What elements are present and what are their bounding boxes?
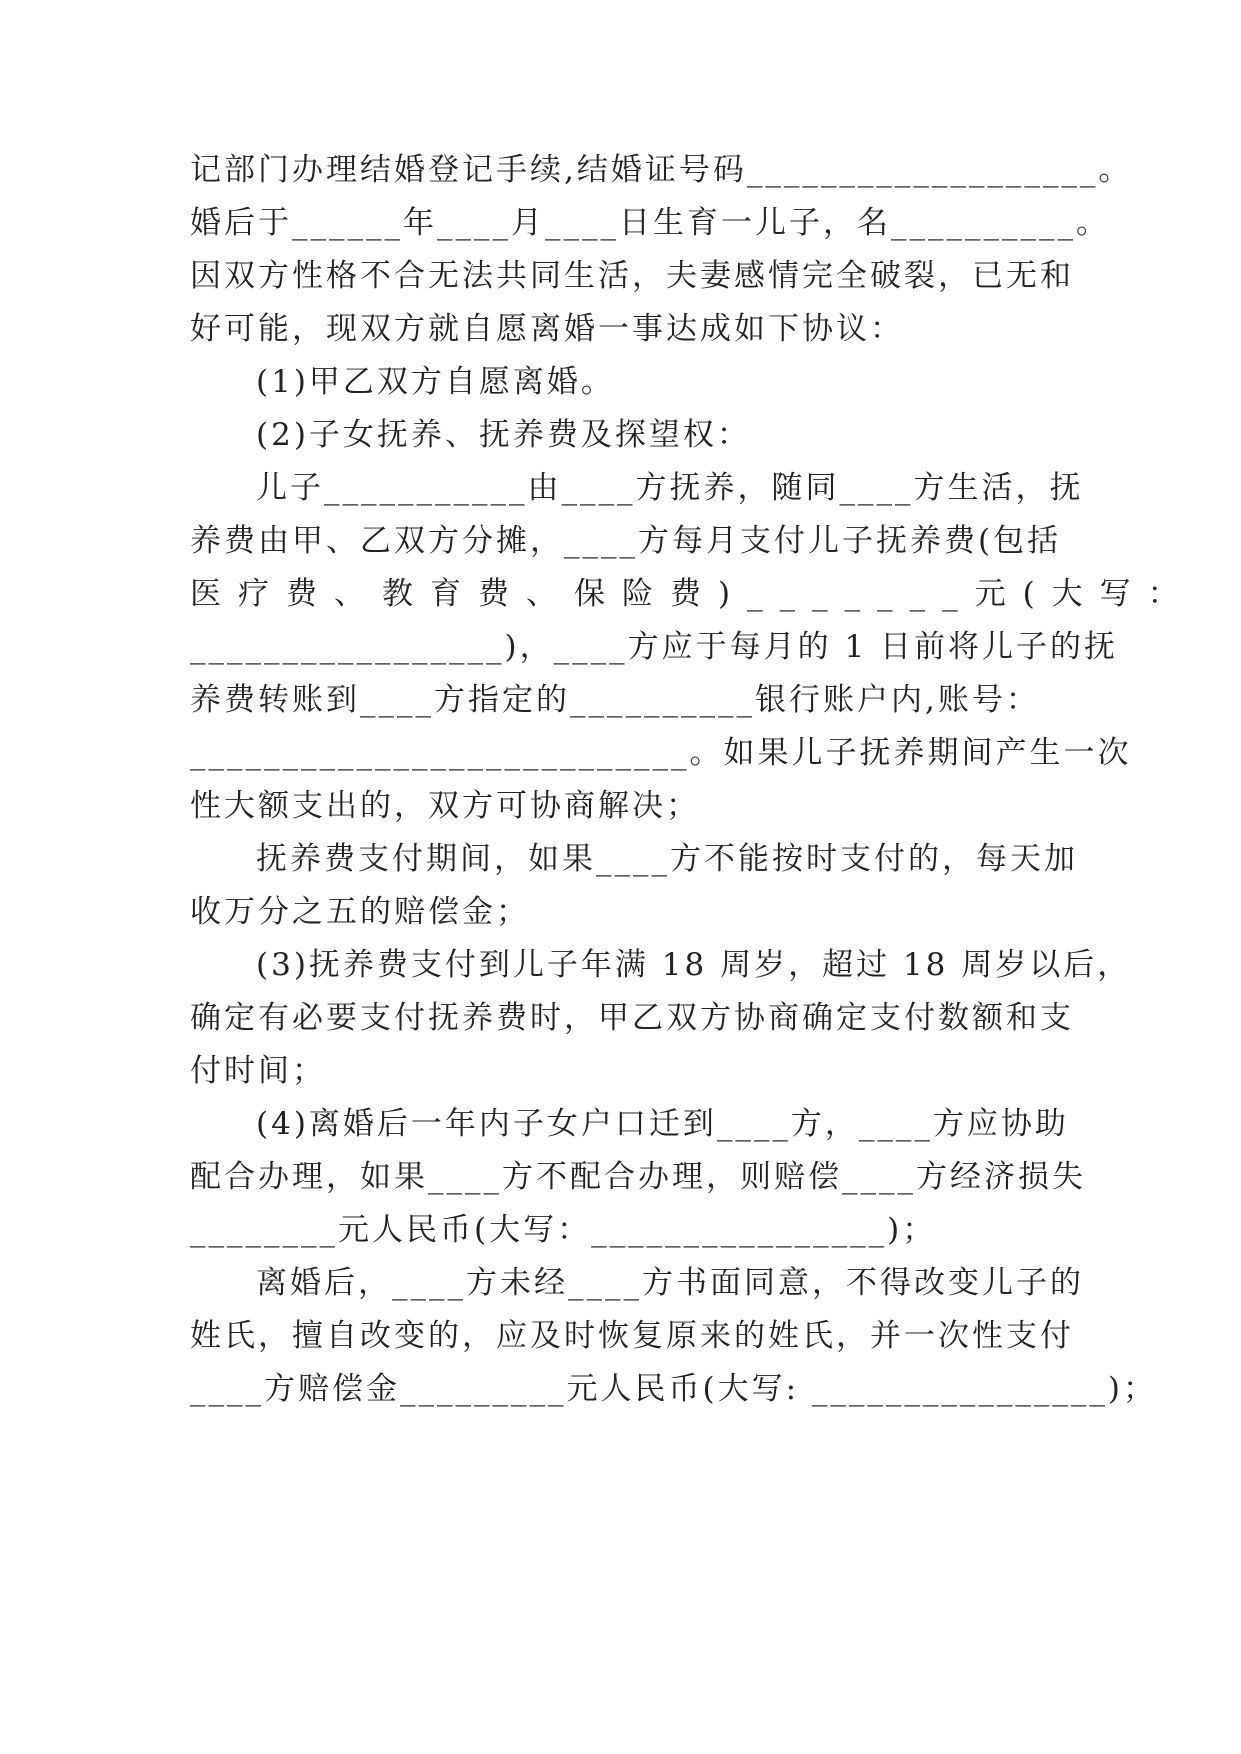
text-line: 抚养费支付期间，如果____方不能按时支付的，每天加	[256, 841, 1078, 877]
text-line: 离婚后，____方未经____方书面同意，不得改变儿子的	[256, 1265, 1084, 1301]
text-line: 婚后于______年____月____日生育一儿子，名__________。	[190, 205, 1110, 241]
text-line: 好可能，现双方就自愿离婚一事达成如下协议：	[190, 311, 904, 347]
text-line: ___________________________。如果儿子抚养期间产生一次	[190, 735, 1132, 771]
text-line: 养费转账到____方指定的__________银行账户内,账号：	[190, 682, 1040, 718]
text-line: ________元人民币(大写：________________)；	[190, 1212, 937, 1248]
text-line: 性大额支出的，双方可协商解决；	[190, 788, 700, 824]
text-line: 收万分之五的赔偿金；	[190, 894, 530, 930]
text-line: 医疗费、教育费、保险费)_______元(大写：	[190, 576, 1196, 612]
text-line: 记部门办理结婚登记手续,结婚证号码___________________。	[190, 152, 1133, 188]
text-line: 确定有必要支付抚养费时，甲乙双方协商确定支付数额和支	[190, 1000, 1074, 1036]
text-line: ____方赔偿金_________元人民币(大写: ________________)；	[190, 1371, 1157, 1407]
text-line: (4)离婚后一年内子女户口迁到____方，____方应协助	[256, 1106, 1069, 1142]
text-line: 配合办理，如果____方不配合办理，则赔偿____方经济损失	[190, 1159, 1086, 1195]
text-line: 付时间；	[190, 1053, 326, 1089]
text-line: (3)抚养费支付到儿子年满 18 周岁，超过 18 周岁以后，	[256, 947, 1132, 983]
text-line: 姓氏，擅自改变的，应及时恢复原来的姓氏，并一次性支付	[190, 1318, 1074, 1354]
text-line: 养费由甲、乙双方分摊，____方每月支付儿子抚养费(包括	[190, 523, 1062, 559]
text-line: (1)甲乙双方自愿离婚。	[256, 364, 615, 400]
text-line: (2)子女抚养、抚养费及探望权：	[256, 417, 751, 453]
text-line: _________________)，____方应于每月的 1 日前将儿子的抚	[190, 629, 1119, 665]
text-line: 因双方性格不合无法共同生活，夫妻感情完全破裂，已无和	[190, 258, 1074, 294]
text-line: 儿子___________由____方抚养，随同____方生活，抚	[256, 470, 1084, 506]
